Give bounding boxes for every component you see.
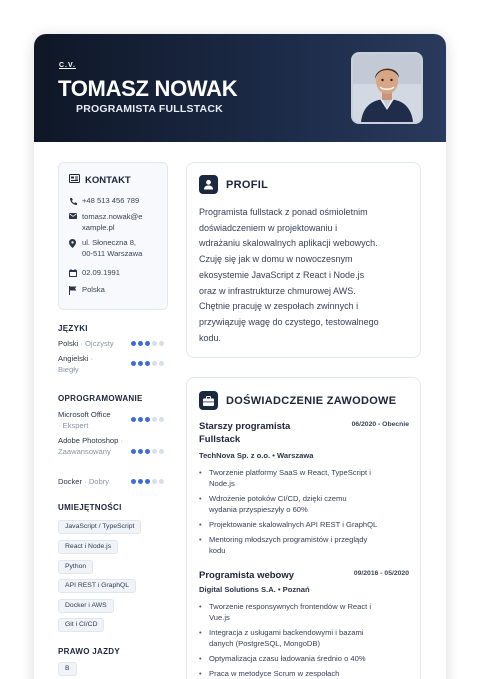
skills-title: UMIEJĘTNOŚCI: [58, 503, 122, 512]
software-name: Microsoft Office: [58, 410, 111, 419]
job-company: Digital Solutions S.A. • Poznań: [199, 585, 310, 594]
rating-dot-filled: [131, 417, 136, 422]
profile-line: oraz w infrastrukturze chmurowej AWS.: [199, 285, 356, 296]
job-bullet: • Tworzenie platformy SaaS w React, TypeScript i Node.js: [199, 468, 371, 488]
phone-icon: [68, 196, 77, 207]
driving-license-tag: B: [58, 662, 77, 676]
candidate-role: PROGRAMISTA FULLSTACK: [76, 103, 223, 115]
rating-dot-empty: [152, 449, 157, 454]
rating-dot-empty: [152, 479, 157, 484]
job-bullet: • Mentoring młodszych programistów i przeglądy kodu: [199, 535, 368, 555]
rating-dot-filled: [145, 449, 150, 454]
rating-dot-filled: [138, 341, 143, 346]
rating-dot-filled: [131, 361, 136, 366]
job-bullet: • Projektowanie skalowalnych API REST i GraphQL: [199, 520, 378, 529]
rating-dot-empty: [159, 479, 164, 484]
contact-email-row: [68, 212, 142, 233]
job-title-line: Fullstack: [199, 434, 241, 445]
software-rating: [131, 479, 164, 484]
contact-country: Polska: [82, 285, 105, 294]
rating-dot-filled: [131, 341, 136, 346]
language-level: Biegły: [58, 365, 79, 374]
briefcase-icon: [199, 391, 218, 410]
contact-address-row: [68, 238, 142, 259]
contact-address: [82, 238, 142, 259]
software-level: Ekspert: [62, 421, 89, 430]
job-title: Programista webowy: [199, 570, 295, 581]
rating-dot-empty: [159, 449, 164, 454]
profile-photo: [351, 52, 423, 124]
job-bullet: • Praca w metodyce Scrum w zespołach: [199, 669, 340, 678]
profile-line: Chętnie pracuję w zespołach zwinnych i: [199, 301, 359, 312]
user-icon: [199, 175, 218, 194]
rating-dot-filled: [145, 479, 150, 484]
job-date: 06/2020 - Obecnie: [351, 421, 409, 428]
contact-birthdate: 02.09.1991: [82, 268, 121, 277]
profile-text: [199, 205, 415, 346]
job-bullet: • Wdrożenie potoków CI/CD, dzięki czemu wydania przyspieszyły o 60%: [199, 494, 347, 514]
profile-line: wdrażaniu skalowalnych aplikacji webowych.: [199, 238, 378, 249]
software-level: Zaawansowany: [58, 447, 111, 456]
rating-dot-filled: [138, 417, 143, 422]
contact-country-row: [68, 285, 105, 296]
email-line-1: tomasz.nowak@e: [82, 212, 143, 221]
profile-line: Programista fullstack z ponad ośmioletnim: [199, 207, 368, 217]
rating-dot-filled: [131, 479, 136, 484]
profile-line: przywiązuję wagę do czystego, testowalnego: [199, 316, 379, 327]
rating-dot-filled: [138, 479, 143, 484]
skill-tag: React i Node.js: [58, 540, 118, 554]
language-level: Ojczysty: [85, 339, 114, 348]
rating-dot-empty: [152, 341, 157, 346]
portrait-image: [353, 54, 421, 122]
cv-tag: C.V.: [59, 62, 76, 69]
id-card-icon: [69, 174, 80, 186]
profile-line: ekosystemie JavaScript z React i Node.js: [199, 269, 365, 280]
contact-box: [58, 162, 168, 310]
job-company: TechNova Sp. z o.o. • Warszawa: [199, 451, 314, 460]
skill-tag: API REST i GraphQL: [58, 579, 136, 593]
skill-tag: Python: [58, 560, 93, 574]
rating-dot-empty: [159, 417, 164, 422]
contact-phone-row: [68, 196, 139, 207]
contact-birthdate-row: [68, 268, 120, 279]
location-pin-icon: [68, 238, 77, 259]
software-label: Docker · Dobry: [58, 477, 110, 486]
driving-license-title: PRAWO JAZDY: [58, 647, 120, 656]
profile-line: Czuję się jak w domu w nowoczesnym: [199, 254, 353, 265]
profile-header: [199, 175, 268, 194]
rating-dot-empty: [152, 361, 157, 366]
language-label: Angielski · Biegły: [58, 354, 94, 374]
rating-dot-filled: [138, 361, 143, 366]
job-bullet: • Integracja z usługami backendowymi i bazami danych (PostgreSQL, MongoDB): [199, 628, 364, 648]
rating-dot-filled: [145, 341, 150, 346]
job-date: 09/2016 - 05/2020: [353, 570, 409, 577]
job-title: [199, 420, 290, 446]
job-bullet: • Tworzenie responsywnych frontendów w React i Vue.js: [199, 602, 372, 622]
contact-title: [69, 174, 131, 186]
contact-email[interactable]: [82, 212, 142, 233]
address-line-2: 00-511 Warszawa: [82, 248, 143, 258]
contact-title-label: KONTAKT: [85, 174, 131, 186]
contact-phone[interactable]: +48 513 456 789: [82, 196, 140, 205]
calendar-icon: [68, 268, 77, 279]
rating-dot-filled: [138, 449, 143, 454]
skill-tag: Docker i AWS: [58, 599, 114, 613]
experience-header: [199, 391, 396, 410]
language-rating: [131, 341, 164, 346]
rating-dot-filled: [145, 417, 150, 422]
software-rating: [131, 417, 164, 422]
rating-dot-filled: [131, 449, 136, 454]
software-name: Adobe Photoshop: [58, 436, 119, 445]
profile-line: kodu.: [199, 332, 222, 343]
profile-line: doświadczeniem w projektowaniu i: [199, 222, 338, 233]
software-label: Microsoft Office · Ekspert: [58, 410, 111, 430]
candidate-name: TOMASZ NOWAK: [58, 76, 238, 101]
software-label: Adobe Photoshop · Zaawansowany: [58, 436, 124, 456]
language-label: Polski · Ojczysty: [58, 339, 114, 348]
cv-header: [34, 34, 446, 142]
profile-box: [186, 162, 421, 358]
skill-tag: JavaScript / TypeScript: [58, 520, 141, 534]
address-line-1: ul. Słoneczna 8,: [82, 238, 137, 247]
rating-dot-empty: [152, 417, 157, 422]
software-level: Dobry: [88, 477, 110, 486]
experience-box: [186, 377, 421, 679]
languages-title: JĘZYKI: [58, 324, 88, 333]
language-rating: [131, 361, 164, 366]
job-title-line: Starszy programista: [199, 421, 291, 432]
mail-icon: [68, 212, 77, 233]
profile-title: PROFIL: [226, 178, 269, 191]
experience-title: DOŚWIADCZENIE ZAWODOWE: [226, 394, 397, 407]
language-name: Angielski: [58, 354, 89, 363]
rating-dot-filled: [145, 361, 150, 366]
rating-dot-empty: [159, 361, 164, 366]
rating-dot-empty: [159, 341, 164, 346]
email-line-2: xample.pl: [82, 222, 115, 232]
cv-page: [34, 34, 446, 679]
job-bullet: • Optymalizacja czasu ładowania średnio o 40%: [199, 654, 366, 663]
skill-tag: Git i CI/CD: [58, 618, 104, 632]
language-name: Polski: [58, 339, 79, 348]
software-rating: [131, 449, 164, 454]
software-title: OPROGRAMOWANIE: [58, 394, 143, 403]
flag-icon: [68, 285, 77, 296]
software-name: Docker: [58, 477, 83, 486]
